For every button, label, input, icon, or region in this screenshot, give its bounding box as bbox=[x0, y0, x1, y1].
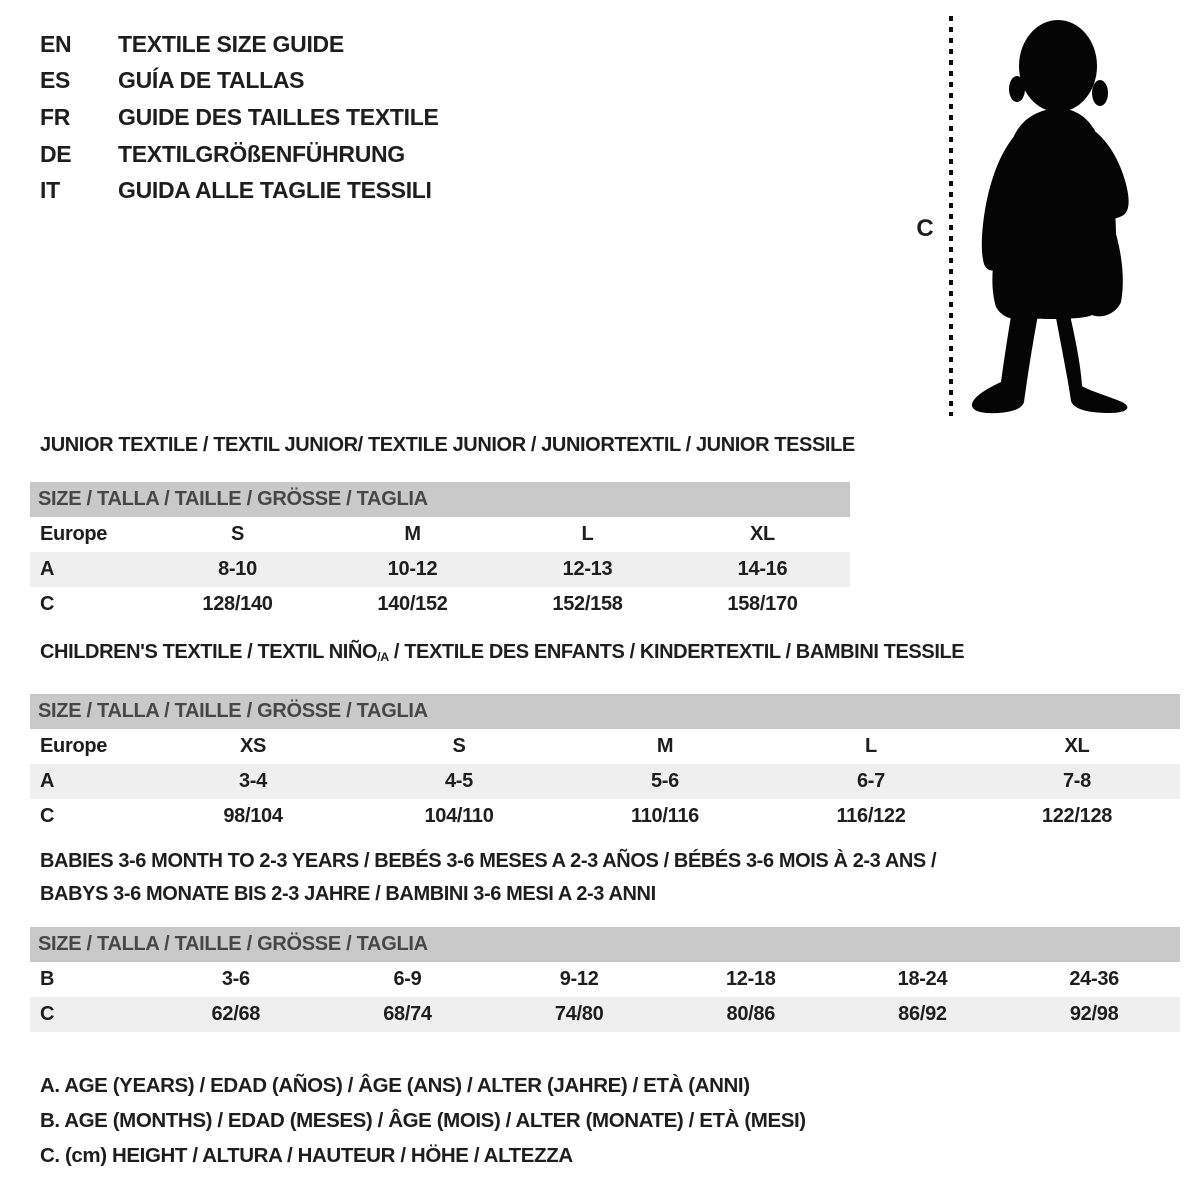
row-label: A bbox=[40, 770, 55, 793]
height-cell: 140/152 bbox=[377, 593, 448, 615]
size-table-header: SIZE / TALLA / TAILLE / GRÖSSE / TAGLIA bbox=[30, 694, 1180, 729]
babies-size-table bbox=[30, 927, 1180, 1032]
language-row-de bbox=[40, 136, 439, 173]
language-row-fr bbox=[40, 99, 439, 136]
table-row-age bbox=[30, 764, 1180, 799]
age-cell: 8-10 bbox=[218, 558, 257, 580]
row-label: B bbox=[40, 968, 55, 990]
size-cell: S bbox=[230, 523, 245, 545]
size-cell: XL bbox=[1064, 735, 1090, 758]
height-cell: 104/110 bbox=[424, 805, 494, 828]
months-cell: 9-12 bbox=[559, 968, 599, 990]
table-row-europe bbox=[30, 517, 850, 552]
language-title: GUIDE DES TAILLES TEXTILE bbox=[118, 103, 439, 130]
size-table-header: SIZE / TALLA / TAILLE / GRÖSSE / TAGLIA bbox=[30, 927, 1180, 962]
legend-line-height: C. (cm) HEIGHT / ALTURA / HAUTEUR / HÖHE / ALTEZZA bbox=[40, 1144, 573, 1167]
months-cell: 3-6 bbox=[221, 968, 250, 990]
section-junior-textile bbox=[30, 434, 855, 622]
months-cell: 18-24 bbox=[897, 968, 948, 990]
row-label: C bbox=[40, 805, 55, 828]
height-cell: 158/170 bbox=[727, 593, 798, 615]
age-cell: 3-4 bbox=[238, 770, 267, 793]
section-babies-textile bbox=[30, 845, 1180, 1032]
table-row-months bbox=[30, 962, 1180, 997]
row-label: Europe bbox=[40, 735, 108, 758]
row-label: C bbox=[40, 593, 55, 615]
table-row-europe bbox=[30, 729, 1180, 764]
size-cell: M bbox=[656, 735, 674, 758]
row-label: C bbox=[40, 1003, 55, 1025]
height-cell: 74/80 bbox=[554, 1003, 604, 1025]
language-code: ES bbox=[40, 67, 71, 94]
height-cell: 128/140 bbox=[202, 593, 273, 615]
size-cell: L bbox=[865, 735, 877, 758]
junior-size-table bbox=[30, 482, 850, 622]
size-cell: L bbox=[581, 523, 594, 545]
table-row-height bbox=[30, 997, 1180, 1032]
height-measure-label: C bbox=[916, 215, 934, 242]
months-cell: 12-18 bbox=[725, 968, 776, 990]
measurement-legend bbox=[40, 1068, 806, 1173]
age-cell: 10-12 bbox=[387, 558, 438, 580]
language-title-list bbox=[40, 26, 439, 209]
months-cell: 24-36 bbox=[1069, 968, 1119, 990]
language-row-es bbox=[40, 63, 439, 100]
children-size-table bbox=[30, 694, 1180, 834]
section-title: JUNIOR TEXTILE / TEXTIL JUNIOR/ TEXTILE JUNIOR / JUNIORTEXTIL / JUNIOR TESSILE bbox=[40, 434, 855, 456]
toddler-silhouette-icon bbox=[950, 12, 1150, 417]
age-cell: 6-7 bbox=[856, 770, 885, 793]
months-cell: 6-9 bbox=[393, 968, 422, 990]
language-row-en bbox=[40, 26, 439, 63]
table-row-height bbox=[30, 799, 1180, 834]
age-cell: 4-5 bbox=[444, 770, 473, 793]
height-cell: 80/86 bbox=[726, 1003, 776, 1025]
language-code: EN bbox=[40, 30, 72, 57]
language-title: TEXTILE SIZE GUIDE bbox=[118, 30, 344, 57]
table-row-age bbox=[30, 552, 850, 587]
section-title bbox=[40, 641, 1180, 668]
section-title-line2: BABYS 3-6 MONATE BIS 2-3 JAHRE / BAMBINI 3-6 MESI A 2-3 ANNI bbox=[40, 883, 656, 905]
row-label: Europe bbox=[40, 523, 108, 545]
language-row-it bbox=[40, 172, 439, 209]
height-cell: 98/104 bbox=[223, 805, 283, 828]
legend-line-age-years: A. AGE (YEARS) / EDAD (AÑOS) / ÂGE (ANS) / ALTER (JAHRE) / ETÀ (ANNI) bbox=[40, 1074, 750, 1097]
legend-line-age-months: B. AGE (MONTHS) / EDAD (MESES) / ÂGE (MOIS) / ALTER (MONATE) / ETÀ (MESI) bbox=[40, 1109, 806, 1132]
size-cell: XL bbox=[750, 523, 775, 545]
section-title-line1: BABIES 3-6 MONTH TO 2-3 YEARS / BEBÉS 3-6 MESES A 2-3 AÑOS / BÉBÉS 3-6 MOIS À 2-3 ANS / bbox=[40, 850, 937, 872]
language-code: DE bbox=[40, 140, 72, 167]
height-cell: 92/98 bbox=[1069, 1003, 1119, 1025]
size-table-header: SIZE / TALLA / TAILLE / GRÖSSE / TAGLIA bbox=[30, 482, 850, 517]
language-code: IT bbox=[40, 177, 60, 204]
height-cell: 116/122 bbox=[836, 805, 906, 828]
age-cell: 12-13 bbox=[562, 558, 613, 580]
height-cell: 62/68 bbox=[211, 1003, 261, 1025]
section-childrens-textile bbox=[30, 641, 1180, 834]
language-title: GUIDA ALLE TAGLIE TESSILI bbox=[118, 177, 432, 204]
height-cell: 86/92 bbox=[898, 1003, 947, 1025]
age-cell: 5-6 bbox=[650, 770, 679, 793]
height-cell: 110/116 bbox=[631, 805, 699, 828]
table-row-height bbox=[30, 587, 850, 622]
age-cell: 14-16 bbox=[737, 558, 788, 580]
language-title: GUÍA DE TALLAS bbox=[118, 67, 305, 94]
size-cell: M bbox=[404, 523, 421, 545]
language-title: TEXTILGRÖßENFÜHRUNG bbox=[118, 140, 405, 167]
size-cell: S bbox=[452, 735, 466, 758]
size-cell: XS bbox=[239, 735, 267, 758]
section-title-rest: / TEXTILE DES ENFANTS / KINDERTEXTIL / BAMBINI TESSILE bbox=[388, 641, 965, 663]
height-cell: 68/74 bbox=[383, 1003, 432, 1025]
height-cell: 152/158 bbox=[552, 593, 623, 615]
section-title bbox=[40, 845, 1180, 911]
height-cell: 122/128 bbox=[1041, 805, 1113, 828]
row-label: A bbox=[40, 558, 55, 580]
section-title-sub: /A bbox=[377, 650, 389, 665]
age-cell: 7-8 bbox=[1062, 770, 1091, 793]
language-code: FR bbox=[40, 103, 71, 130]
section-title-main: CHILDREN'S TEXTILE / TEXTIL NIÑO bbox=[40, 641, 378, 663]
